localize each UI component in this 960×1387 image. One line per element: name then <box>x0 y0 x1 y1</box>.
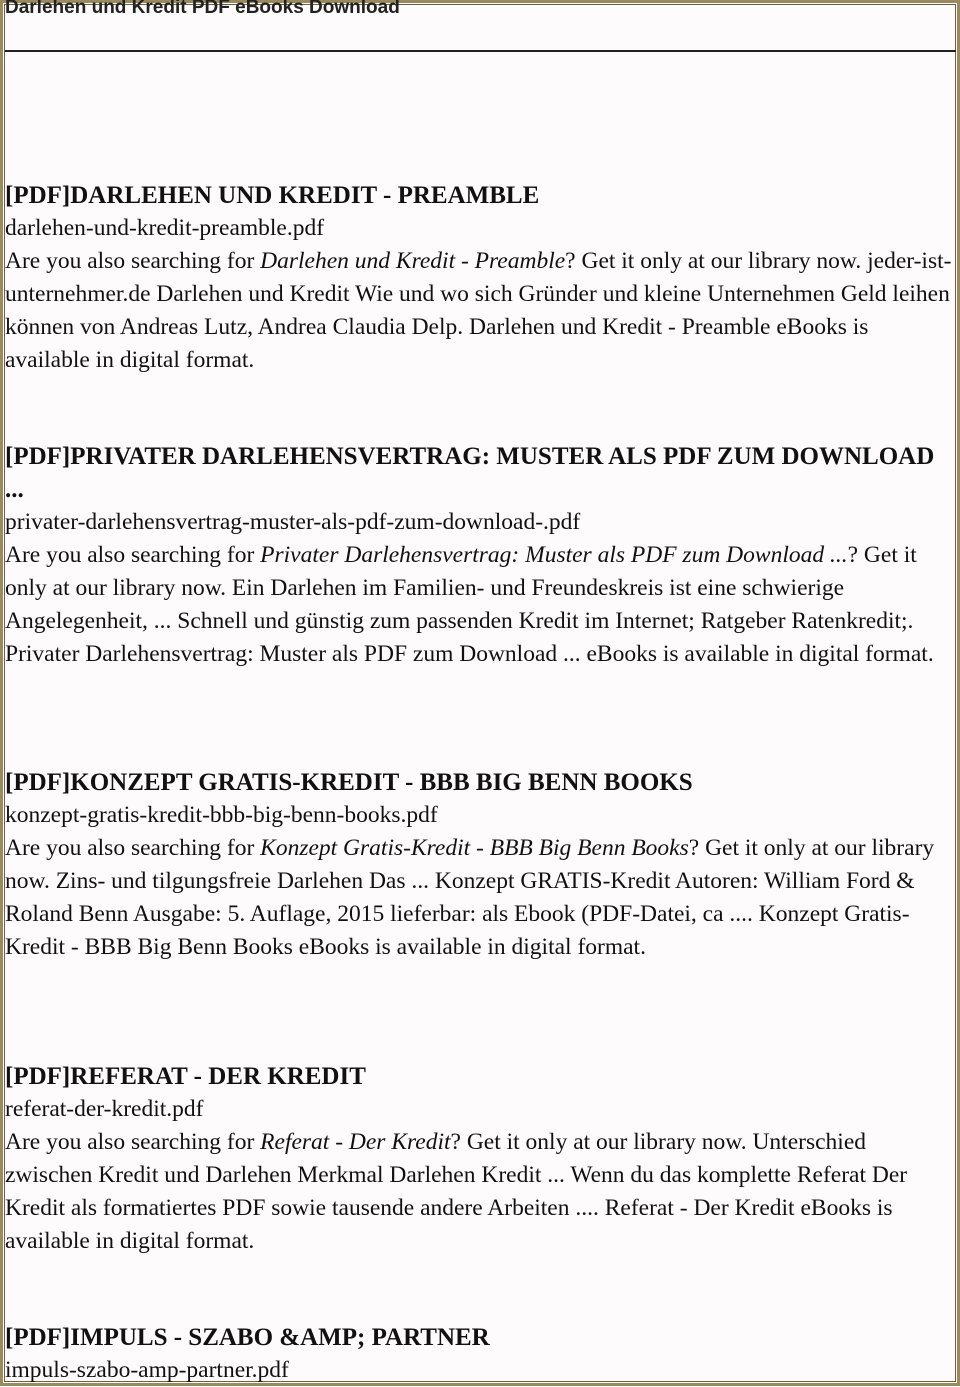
entry-italic-title: Darlehen und Kredit - Preamble <box>260 248 566 274</box>
entry-italic-title: Referat - Der Kredit <box>260 1129 451 1155</box>
entry-title[interactable]: [PDF]DARLEHEN UND KREDIT - PREAMBLE <box>5 182 540 209</box>
list-item <box>5 440 955 671</box>
entry-title[interactable]: [PDF]KONZEPT GRATIS-KREDIT - BBB BIG BENN BOOKS <box>5 769 693 796</box>
entry-filename: referat-der-kredit.pdf <box>5 1096 204 1122</box>
list-item <box>5 1060 955 1258</box>
header-divider <box>5 50 956 52</box>
entry-title[interactable]: [PDF]PRIVATER DARLEHENSVERTRAG: MUSTER ALS PDF ZUM DOWNLOAD ... <box>5 443 935 503</box>
entry-description: Are you also searching for Konzept Gratis-Kredit - BBB Big Benn Books? Get it only at our library now. Zins- und tilgungsfreie Darlehen Das ... Konzept GRATIS-Kredit Autoren: William Ford & Roland Benn Ausgabe: 5. Auflage, 2015 lieferbar: als Ebook (PDF-Datei, ca .... Konzept Gratis-Kredit - BBB Big Benn Books eBooks is available in digital format. <box>5 835 935 960</box>
entry-filename: konzept-gratis-kredit-bbb-big-benn-books.pdf <box>5 802 438 828</box>
entry-description: Are you also searching for Referat - Der Kredit? Get it only at our library now. Unterschied zwischen Kredit und Darlehen Merkmal Darlehen Kredit ... Wenn du das komplette Referat Der Kredit als formatiertes PDF sowie tausende andere Arbeiten .... Referat - Der Kredit eBooks is available in digital format. <box>5 1129 908 1254</box>
entry-title[interactable]: [PDF]IMPULS - SZABO &AMP; PARTNER <box>5 1324 490 1351</box>
entry-filename: impuls-szabo-amp-partner.pdf <box>5 1357 289 1383</box>
list-item <box>5 1321 955 1387</box>
entry-italic-title: Privater Darlehensvertrag: Muster als PDF zum Download ... <box>260 542 848 568</box>
entry-italic-title: Konzept Gratis-Kredit - BBB Big Benn Books <box>260 835 689 861</box>
entry-filename: privater-darlehensvertrag-muster-als-pdf-zum-download-.pdf <box>5 509 581 535</box>
entry-title[interactable]: [PDF]REFERAT - DER KREDIT <box>5 1063 366 1090</box>
entry-description: Are you also searching for Privater Darlehensvertrag: Muster als PDF zum Download ...? Get it only at our library now. Ein Darlehen im Familien- und Freundeskreis ist eine schwierige Angelegenheit, ... Schnell und günstig zum passenden Kredit im Internet; Ratgeber Ratenkredit;. Privater Darlehensvertrag: Muster als PDF zum Download ... eBooks is available in digital format. <box>5 542 934 667</box>
list-item <box>5 766 955 964</box>
page-title: Darlehen und Kredit PDF eBooks Download <box>5 0 400 18</box>
entry-filename: darlehen-und-kredit-preamble.pdf <box>5 215 325 241</box>
entry-description: Are you also searching for Darlehen und Kredit - Preamble? Get it only at our library now. jeder-ist-unternehmer.de Darlehen und Kredit Wie und wo sich Gründer und kleine Unternehmen Geld leihen können von Andreas Lutz, Andrea Claudia Delp. Darlehen und Kredit - Preamble eBooks is available in digital format. <box>5 248 952 373</box>
list-item <box>5 179 955 377</box>
